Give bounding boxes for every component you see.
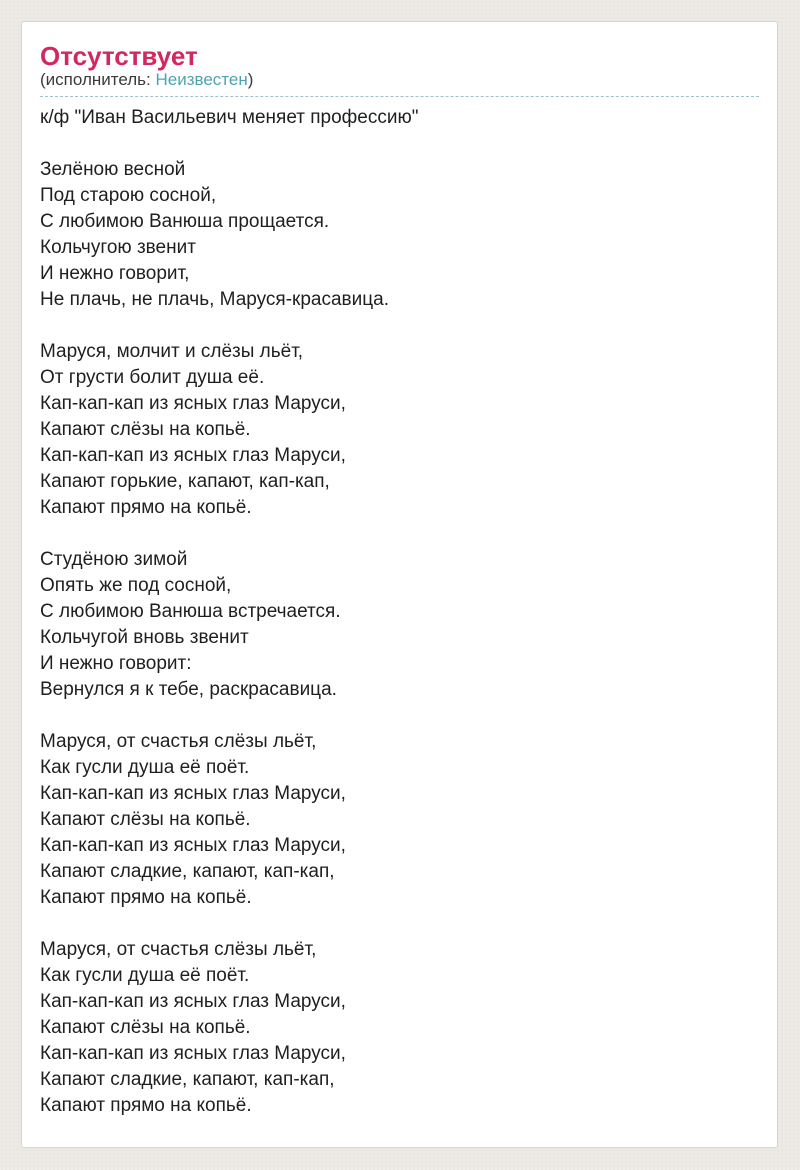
artist-label-prefix: (исполнитель:: [40, 70, 156, 89]
artist-line: [40, 70, 759, 97]
lyrics-stanza: Студёною зимой Опять же под сосной, С любимою Ванюша встречается. Кольчугой вновь звенит И нежно говорит: Вернулся я к тебе, раскрасавица.: [40, 549, 341, 700]
lyrics-stanza: Маруся, от счастья слёзы льёт, Как гусли душа её поёт. Кап-кап-кап из ясных глаз Маруси, Капают слёзы на копьё. Кап-кап-кап из ясных глаз Маруси, Капают сладкие, капают, кап-кап, Капают прямо на копьё.: [40, 731, 346, 908]
lyrics-card: [21, 21, 778, 1148]
artist-label-suffix: ): [247, 70, 254, 89]
lyrics-body: [40, 157, 759, 1119]
lyrics-stanza: Зелёною весной Под старою сосной, С любимою Ванюша прощается. Кольчугою звенит И нежно говорит, Не плачь, не плачь, Маруся-красавица.: [40, 159, 389, 310]
page-title: Отсутствует: [40, 41, 198, 71]
lyrics-stanza: Маруся, от счастья слёзы льёт, Как гусли душа её поёт. Кап-кап-кап из ясных глаз Маруси, Капают слёзы на копьё. Кап-кап-кап из ясных глаз Маруси, Капают сладкие, капают, кап-кап, Капают прямо на копьё.: [40, 939, 346, 1116]
lyrics-stanza: Маруся, молчит и слёзы льёт, От грусти болит душа её. Кап-кап-кап из ясных глаз Маруси, Капают слёзы на копьё. Кап-кап-кап из ясных глаз Маруси, Капают горькие, капают, кап-кап, Капают прямо на копьё.: [40, 341, 346, 518]
film-credit: к/ф "Иван Васильевич меняет профессию": [40, 107, 419, 128]
lyrics-text: [40, 105, 759, 1119]
artist-link[interactable]: Неизвестен: [155, 70, 248, 89]
